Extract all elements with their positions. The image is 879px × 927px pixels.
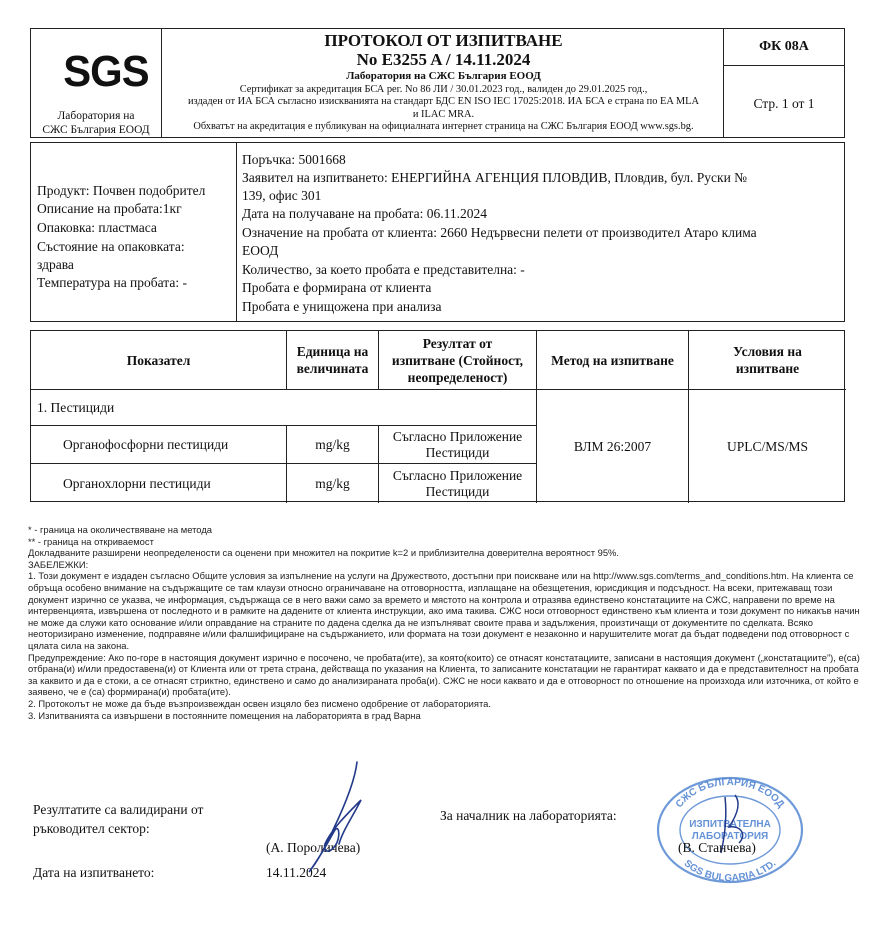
validated-label xyxy=(33,800,203,838)
header-result xyxy=(379,331,536,389)
cert-line: и ILAC MRA. xyxy=(412,108,475,120)
temperature-line: Температура на пробата: - xyxy=(37,275,187,290)
header-conditions-line: Условия на xyxy=(733,344,802,359)
header-result-line: Резултат от xyxy=(422,335,493,351)
stamp-inner-line: ИЗПИТВАТЕЛНА xyxy=(689,819,771,830)
note-paragraph: Предупреждение: Ако по-горе в настоящия документ изрично е посочено, че пробата(ите), за която(които) се отнасят констатациите, записани в настоящия документ („констатациите”), е(са) отбрана(и) и/или предоставена(и) от Клиента или от трета страна, действаща по указания на Клиента, то записаните констатации не гарантират каквато и да е представителност на пробата за каквито и да е стоки, а се отнасят стриктно, единствено и само до анализираната проба(и). СЖС не носи каквато и да е отговорност по отношение на произхода или източника, от който е заявено, че е (са) формирана(и) пробата(ите). xyxy=(28,651,860,698)
header-conditions-line: изпитване xyxy=(735,361,800,376)
order-line: Поръчка: 5001668 xyxy=(242,152,346,167)
cert-line: Сертификат за акредитация БСА рег. No 86 ЛИ / 30.01.2023 год., валиден до 29.01.2025 год., xyxy=(239,84,648,95)
test-date-label: Дата на изпитването: xyxy=(33,865,155,880)
package-condition-value: здрава xyxy=(37,257,74,272)
notes-section xyxy=(28,524,860,721)
title-text: ПРОТОКОЛ ОТ ИЗПИТВАНЕ xyxy=(324,31,563,50)
accreditation-text xyxy=(165,84,722,134)
lab-caption-line: СЖС България ЕООД xyxy=(42,124,150,136)
form-code-cell xyxy=(723,29,844,137)
svg-text:СЖС БЪЛГАРИЯ ЕООД xyxy=(674,777,786,810)
form-code: ФК 08А xyxy=(759,39,809,54)
protocol-number: No E3255 A / 14.11.2024 xyxy=(356,50,531,69)
note-line: ** - граница на откриваемост xyxy=(28,535,154,547)
note-line: 3. Изпитванията са извършени в постоянните помещения на лабораторията в град Варна xyxy=(28,709,421,721)
result-line: Съгласно Приложение xyxy=(392,428,523,444)
cert-line: Обхватът на акредитация е публикуван на официалната интернет страница на СЖС България ЕООД www.sgs.bg. xyxy=(193,121,694,133)
lab-name: Лаборатория на СЖС България ЕООД xyxy=(346,70,541,82)
sgs-logo: SGS xyxy=(63,47,149,96)
note-line: 2. Протоколът не може да бъде възпроизвеждан освен изцяло без писмено одобрение от лабораторията. xyxy=(28,697,491,709)
stamp-inner-line: ЛАБОРАТОРИЯ xyxy=(691,831,769,842)
note-paragraph: 1. Този документ е издаден съгласно Общите условия за изпълнение на услуги на Дружеството, достъпни при поискване или на http://www.sgs.com/terms_and_conditions.htm. На клиента се обръща особено внимание на съдържащите се там клаузи относно ограничаване на отговорността, изплащане на обезщетения, юрисдикция и подсъдност. На всеки, притежаващ този документ изрично се указва, че информация, съдържаща се в него важи само за времето и мястото на контрола и отразява единствено констатациите на СЖС, направени по време на интервенцията, извършена от последното и в рамките на дадените от клиента инструкции, ако има такива. СЖС носи отговорност единствено към клиента и този документ по никакъв начин не може да служи като основание и/или оправдание на страните по дадена сделка да не изпълняват своите права и задължения, произтичащи от документите по сделката. Всяко неоторизирано изменение, подправяне и/или фалшифициране на съдържанието, или формата на този документ е незаконно и нарушителите могат да бъдат подведени под отговорност с цялата сила на закона. xyxy=(28,570,860,651)
received-date-line: Дата на получаване на пробата: 06.11.2024 xyxy=(242,206,487,221)
table-row-indicator: Органохлорни пестициди xyxy=(63,475,211,491)
lab-stamp xyxy=(655,775,805,885)
validated-label-line: ръководител сектор: xyxy=(33,821,150,836)
stamp-outer-top: СЖС БЪЛГАРИЯ ЕООД xyxy=(673,776,787,810)
client-label-continued: ЕООД xyxy=(242,243,279,258)
header-conditions xyxy=(689,331,846,389)
note-line: ЗАБЕЛЕЖКИ: xyxy=(28,558,89,570)
validated-label-line: Резултатите са валидирани от xyxy=(33,802,204,817)
validator-name: (А. Пороличева) xyxy=(266,840,361,855)
formed-by-line: Пробата е формирана от клиента xyxy=(242,280,432,295)
cert-line: издаден от ИА БСА съгласно изискванията на стандарт БДС EN ISO IEC 17025:2018. ИА БСА е страна по EA MLA xyxy=(187,96,700,108)
sample-info-box xyxy=(30,142,845,322)
page-number: Стр. 1 от 1 xyxy=(753,96,815,111)
table-row-indicator: Органофосфорни пестициди xyxy=(63,436,229,452)
logo-cell xyxy=(31,29,162,137)
note-line: * - граница на окoличествяване на метода xyxy=(28,524,213,535)
quantity-line: Количество, за което пробата е представителна: - xyxy=(242,262,525,277)
packaging-line: Опаковка: пластмаса xyxy=(37,220,157,235)
protocol-header xyxy=(30,28,845,138)
results-table xyxy=(30,330,845,502)
header-method: Метод на изпитване xyxy=(551,352,674,368)
header-result-line: изпитване (Стойност, xyxy=(391,352,524,368)
table-row-result xyxy=(379,426,536,463)
applicant-line: Заявител на изпитването: ЕНЕРГИЙНА АГЕНЦИЯ ПЛОВДИВ, Пловдив, бул. Руски № xyxy=(242,170,748,185)
applicant-address: 139, офис 301 xyxy=(242,188,322,203)
note-line: Докладваните разширени неопределености са оценени при множител на покритие k=2 и приблизителна доверителна вероятност 95%. xyxy=(28,547,619,559)
group-label: 1. Пестициди xyxy=(37,399,115,415)
lab-caption-line: Лаборатория на xyxy=(57,110,135,122)
header-result-line: неопределеност) xyxy=(407,369,508,385)
table-row-unit: mg/kg xyxy=(315,475,350,491)
validator-signature xyxy=(295,760,385,880)
header-unit xyxy=(287,331,378,389)
result-line: Пестициди xyxy=(425,444,490,460)
result-line: Пестициди xyxy=(425,483,490,499)
header-unit-line: Единица на xyxy=(296,344,369,359)
divider xyxy=(724,65,844,66)
protocol-title xyxy=(162,31,725,69)
table-row-unit: mg/kg xyxy=(315,436,350,452)
destroyed-line: Пробата е унищожена при анализа xyxy=(242,299,442,314)
svg-text:SGS BULGARIA LTD. xyxy=(682,858,779,884)
test-date: 14.11.2024 xyxy=(266,865,327,880)
product-line: Продукт: Почвен подобрител xyxy=(37,183,206,198)
package-condition-line: Състояние на опаковката: xyxy=(37,239,185,254)
header-indicator: Показател xyxy=(126,352,191,368)
description-line: Описание на пробата:1кг xyxy=(37,201,182,216)
head-name: (В. Станчева) xyxy=(678,840,756,855)
conditions-cell: UPLC/MS/MS xyxy=(726,438,809,454)
header-unit-line: величината xyxy=(296,361,369,376)
result-line: Съгласно Приложение xyxy=(392,467,523,483)
client-label-line: Означение на пробата от клиента: 2660 Недървесни пелети от производител Атаро клима xyxy=(242,225,757,240)
stamp-outer-bottom: SGS BULGARIA LTD. xyxy=(681,858,779,885)
head-label: За началник на лабораторията: xyxy=(440,808,617,823)
table-row-result xyxy=(379,464,536,503)
method-cell: ВЛМ 26:2007 xyxy=(573,438,652,454)
lab-caption xyxy=(31,109,161,137)
